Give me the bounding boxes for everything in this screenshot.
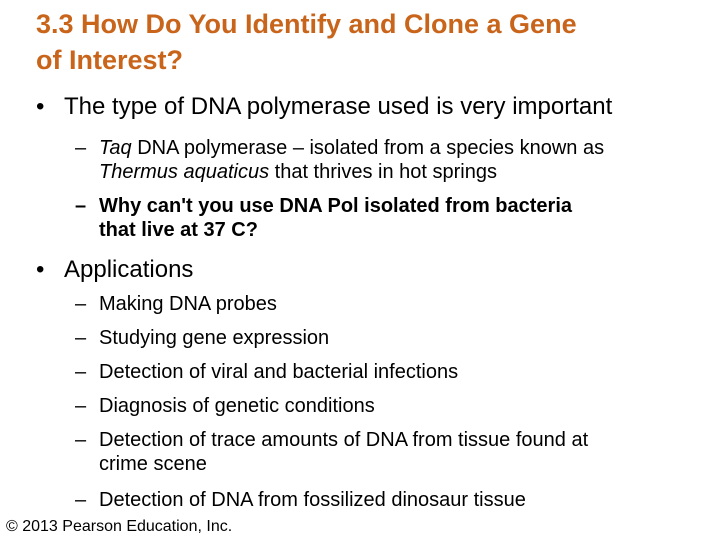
list-item bbox=[75, 292, 277, 316]
list-item bbox=[75, 488, 526, 512]
list-item-text: Detection of DNA from fossilized dinosaur tissue bbox=[99, 489, 526, 511]
taq-italic: Taq bbox=[99, 137, 132, 159]
bullet-polymerase bbox=[36, 92, 612, 122]
species-italic: Thermus aquaticus bbox=[99, 161, 270, 183]
list-item-text: Detection of viral and bacterial infections bbox=[99, 361, 459, 383]
list-item-text: Making DNA probes bbox=[99, 293, 277, 315]
list-item-text: Studying gene expression bbox=[99, 327, 330, 349]
list-item bbox=[75, 326, 329, 350]
dash-marker: – bbox=[75, 395, 87, 417]
bullet-text: The type of DNA polymerase used is very important bbox=[64, 93, 613, 120]
taq-line-2 bbox=[75, 160, 604, 184]
title-line-1: 3.3 How Do You Identify and Clone a Gene bbox=[36, 9, 577, 39]
list-item bbox=[75, 428, 588, 476]
list-item bbox=[75, 394, 375, 418]
list-item-text: Diagnosis of genetic conditions bbox=[99, 395, 375, 417]
list-item-continuation: crime scene bbox=[99, 453, 207, 475]
dash-marker: – bbox=[75, 361, 87, 383]
dash-marker: – bbox=[75, 489, 87, 511]
bullet-text: Applications bbox=[64, 256, 194, 283]
dash-marker: – bbox=[75, 327, 87, 349]
list-item-text: Detection of trace amounts of DNA from tissue found at bbox=[99, 429, 589, 451]
bullet-applications bbox=[36, 255, 193, 285]
bullet-marker: • bbox=[36, 93, 45, 120]
sub-item-taq bbox=[75, 136, 604, 184]
dash-marker: – bbox=[75, 137, 87, 159]
question-line-2: that live at 37 C? bbox=[99, 219, 258, 241]
slide-title bbox=[36, 6, 716, 78]
copyright-footer: © 2013 Pearson Education, Inc. bbox=[6, 518, 233, 535]
dash-marker: – bbox=[75, 429, 87, 451]
taq-line-2-rest: that thrives in hot springs bbox=[269, 161, 497, 183]
taq-line-1-rest: DNA polymerase – isolated from a species known as bbox=[131, 137, 605, 159]
list-item bbox=[75, 360, 458, 384]
dash-marker: – bbox=[75, 293, 87, 315]
sub-item-question bbox=[75, 194, 572, 242]
title-line-2: of Interest? bbox=[36, 45, 184, 75]
bullet-marker: • bbox=[36, 256, 45, 283]
dash-marker: – bbox=[75, 195, 87, 217]
question-line-1: Why can't you use DNA Pol isolated from bacteria bbox=[99, 195, 572, 217]
